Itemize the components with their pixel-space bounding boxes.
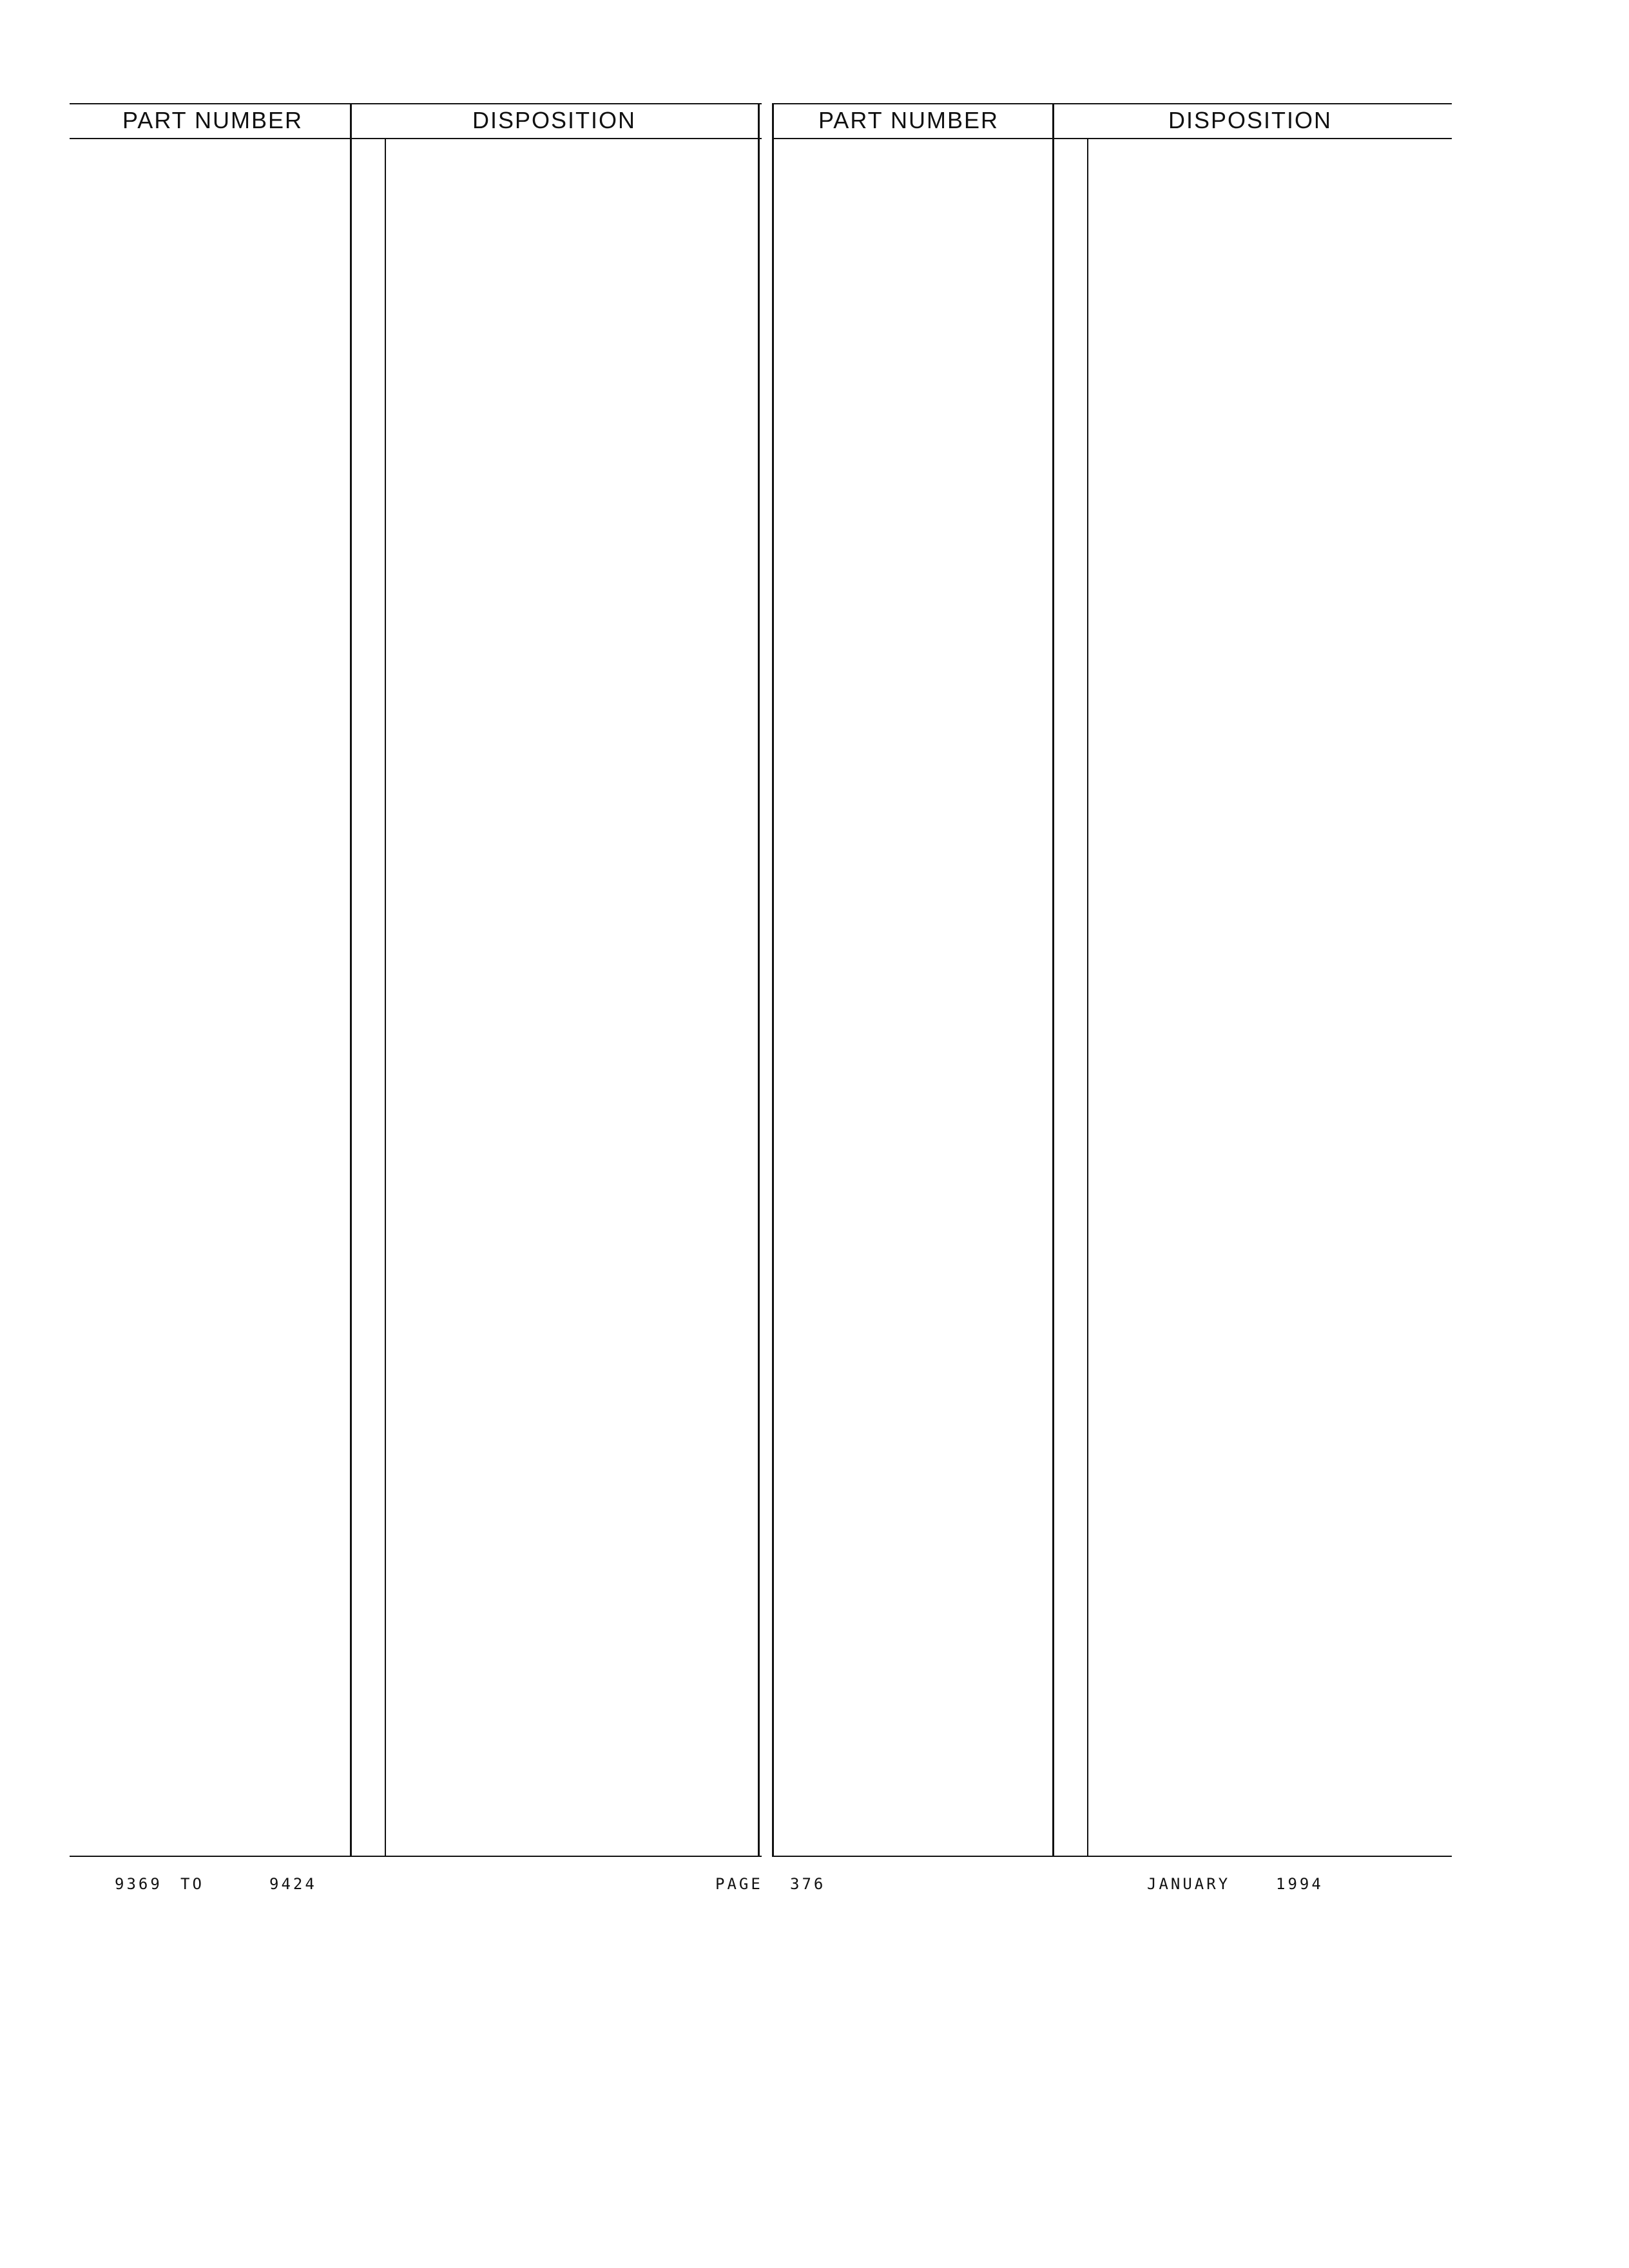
footer-month: JANUARY [1147,1875,1231,1893]
bottom-rule-right [772,1856,1452,1857]
bottom-rule-left [70,1856,762,1857]
right-code-divider [1087,139,1088,1857]
right-divider [1052,103,1054,1857]
top-rule-right [772,103,1452,104]
left-disposition-header: DISPOSITION [472,107,637,133]
top-rule-left [70,103,762,104]
footer-page-number: 376 [790,1875,826,1893]
right-part-number-header: PART NUMBER [818,107,999,133]
left-part-number-header: PART NUMBER [122,107,304,133]
footer-range-to: 9424 [269,1875,317,1893]
center-divider-a [758,103,760,1857]
right-disposition-header: DISPOSITION [1168,107,1333,133]
header-rule-right [772,138,1452,139]
header-rule-left [70,138,762,139]
footer-range-from: 9369 [115,1875,162,1893]
center-divider-b [772,103,774,1857]
footer-range-to-label: TO [180,1875,204,1893]
footer-page-label: PAGE [715,1875,763,1893]
left-code-divider [385,139,386,1857]
footer-year: 1994 [1276,1875,1324,1893]
left-divider [350,103,352,1857]
